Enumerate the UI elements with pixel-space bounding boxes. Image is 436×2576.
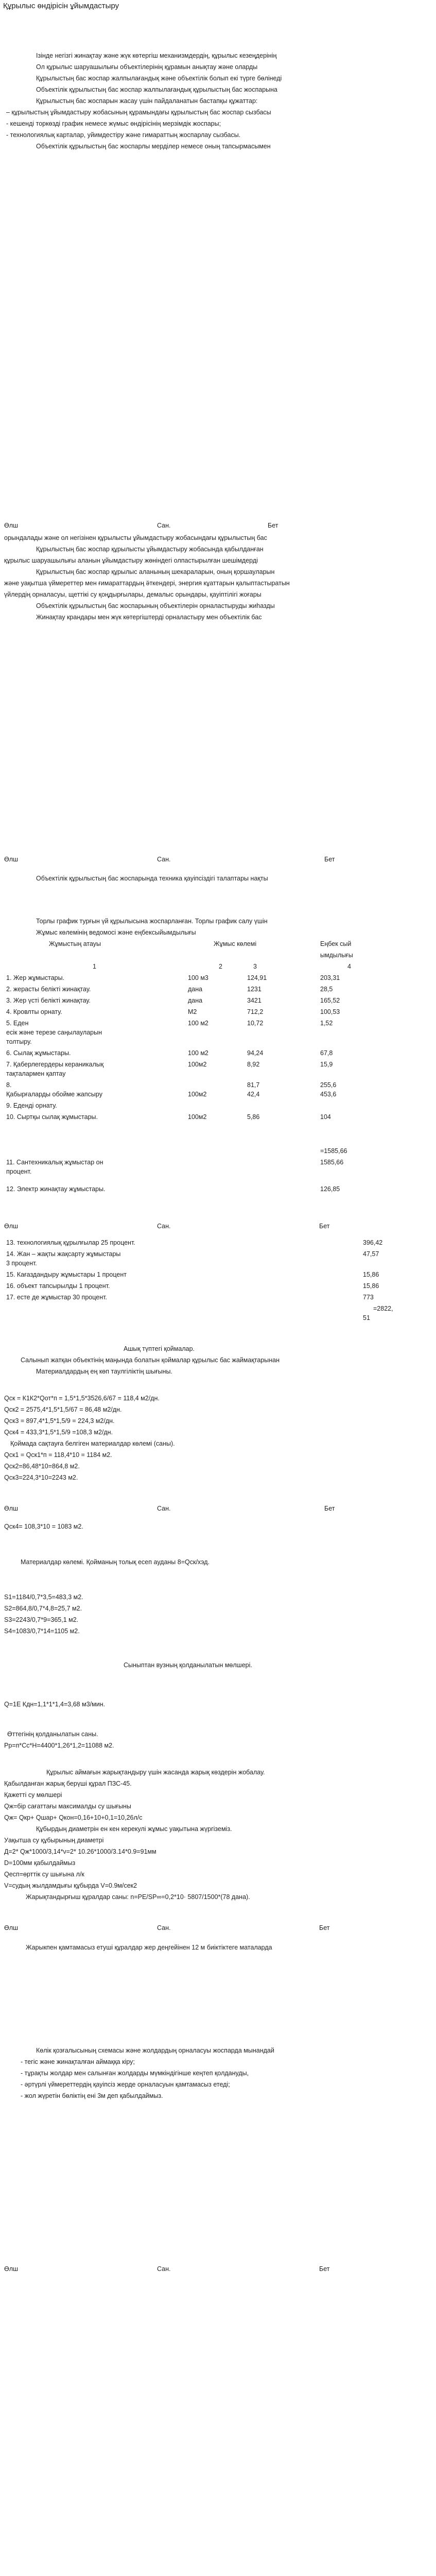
text-line: Торлы график турғын үй құрылысына жоспарланған. Торлы график салу үшін bbox=[36, 918, 268, 925]
text-line: Өлш bbox=[4, 522, 19, 529]
text-line: және уақытша үймереттер мен ғимараттардың ӛткендері, энергия кұаттарын қалыптастыратын bbox=[4, 580, 290, 587]
text-line: Өлш bbox=[4, 1505, 19, 1512]
text-line: 15,86 bbox=[363, 1282, 379, 1290]
text-line: Қабырғаларды обойме жапсыру bbox=[6, 1091, 102, 1098]
text-line: 2. жерасты белікті жинақтау. bbox=[6, 986, 91, 993]
text-line: Бет bbox=[324, 856, 335, 863]
text-line: Ізінде негізгі жинақтау және жүк көтергіш механизмдердің, құрылыс кезеңдерінің bbox=[36, 52, 277, 59]
text-line: V=судың жылдамдығы құбырда V=0.9м/сек2 bbox=[4, 1882, 137, 1889]
text-line: 10,72 bbox=[247, 1020, 264, 1027]
text-line: 8. bbox=[6, 1081, 12, 1089]
text-line: - әртүрлі үймереттердің қауіпсіз жерде орналасуын қамтамасыз етеді; bbox=[21, 2081, 230, 2088]
text-line: Рр=п*Сс*Н=4400*1,26*1,2=11088 м2. bbox=[4, 1742, 114, 1749]
text-line: 17. есте де жұмыстар 30 процент. bbox=[6, 1294, 107, 1301]
text-line: 10. Сыртқы сылақ жұмыстары. bbox=[6, 1113, 98, 1121]
text-line: 100м2 bbox=[188, 1113, 207, 1121]
text-line: Салынып жатқан объектінің маңында болатын қоймалар құрылыс бас жаймақтарынан bbox=[21, 1357, 280, 1364]
text-line: 5,86 bbox=[247, 1113, 260, 1121]
text-line: 7. Қаберлегердеры кераникалық bbox=[6, 1061, 104, 1068]
text-line: Qж= Qкр+ Qшар+ Qкон=0,16+10+0,1=10,26л/с bbox=[4, 1814, 143, 1821]
text-line: Сыныптан вузның қолданылатын мөлшері. bbox=[124, 1662, 252, 1669]
text-line: Qск1 = Qск1*п = 118,4*10 = 1184 м2. bbox=[4, 1451, 112, 1459]
text-line: Өлш bbox=[4, 1924, 19, 1931]
text-line: Q=1Е Кдн=1,1*1*1,4=3,68 м3/мин. bbox=[4, 1701, 106, 1708]
text-line: Qж=бір сағаттағы максималды су шығыны bbox=[4, 1803, 131, 1810]
text-line: 203,31 bbox=[320, 974, 340, 981]
text-line: Құрылыстың бас жоспар құрылысты ұйымдастыру жобасында қабылданған bbox=[36, 546, 264, 553]
text-line: 6. Сылақ жұмыстары. bbox=[6, 1049, 71, 1057]
text-line: - технологиялық карталар, уйимдестіру және гимараттың жоспарлау сызбасы. bbox=[6, 131, 241, 139]
text-line: орындалады және ол негізінен құрылысты ұйымдастыру жобасындағы құрылыстың бас bbox=[4, 534, 267, 541]
text-line: – құрылыстың ұйымдастыру жобасының құрамындағы құрылыстың бас жоспар сызбасы bbox=[6, 109, 271, 116]
text-line: 396,42 bbox=[363, 1239, 383, 1246]
text-line: 42,4 bbox=[247, 1091, 260, 1098]
text-line: 14. Жан – жақты жақсарту жұмыстары bbox=[6, 1250, 121, 1258]
text-line: 2 bbox=[219, 963, 222, 970]
text-line: =1585,66 bbox=[320, 1147, 347, 1155]
text-line: Бет bbox=[319, 1223, 330, 1230]
text-line: 8,92 bbox=[247, 1061, 260, 1068]
text-line: 1. Жер жұмыстары. bbox=[6, 974, 65, 981]
text-line: - жол жүретін бөліктің ені 3м деп қабылдаймыз. bbox=[21, 2092, 163, 2099]
text-line: 255,6 bbox=[320, 1081, 337, 1089]
text-line: дана bbox=[188, 986, 203, 993]
text-line: Құрылыстың бас жоспарын жасау үшін пайдаланатын бастапқы құжаттар: bbox=[36, 97, 258, 105]
text-line: Құрылыстың бас жоспар құрылыс аланының шекараларын, оның қоршауларын bbox=[36, 568, 275, 575]
text-line: Еңбек сый bbox=[320, 940, 352, 947]
page-title: Құрылыс өндірісін ұйымдастыру bbox=[3, 2, 119, 10]
text-line: 4. Кровлты орнату. bbox=[6, 1008, 62, 1015]
text-line: Қабылданған жарық берүші құрал ПЗС-45. bbox=[4, 1780, 132, 1787]
text-line: М2 bbox=[188, 1008, 197, 1015]
text-line: 124,91 bbox=[247, 974, 267, 981]
text-line: процент. bbox=[6, 1168, 32, 1175]
text-line: Бет bbox=[268, 522, 278, 529]
text-line: 100 м2 bbox=[188, 1020, 208, 1027]
text-line: Qск2=86,48*10=864,8 м2. bbox=[4, 1463, 80, 1470]
text-line: тақталармен қаптау bbox=[6, 1070, 66, 1077]
text-line: 28,5 bbox=[320, 986, 333, 993]
text-line: 5. Еден bbox=[6, 1020, 29, 1027]
text-line: 100,53 bbox=[320, 1008, 340, 1015]
text-line: Қоймада сақтауға белгіген материалдар көлемі (саны). bbox=[10, 1440, 175, 1447]
text-line: Бет bbox=[319, 1924, 330, 1931]
text-line: 16. объект тапсырылды 1 процент. bbox=[6, 1282, 110, 1290]
text-line: Qск4= 108,3*10 = 1083 м2. bbox=[4, 1523, 83, 1530]
text-line: құрылыс шаруашылығы аланын ұйымдастыру жөніндегі олпастырылған шешімдерді bbox=[4, 557, 258, 564]
text-line: 51 bbox=[363, 1314, 370, 1321]
text-line: Сан. bbox=[157, 2265, 171, 2273]
text-line: 3 bbox=[253, 963, 257, 970]
text-line: толтыру. bbox=[6, 1038, 32, 1045]
text-line: 3 процент. bbox=[6, 1260, 37, 1267]
text-line: =2822, bbox=[373, 1305, 393, 1312]
text-line: 4 bbox=[347, 963, 351, 970]
text-line: Объектілік құрылыстың бас жоспар жалпылағандық құрылыстың бас жоспарына bbox=[36, 86, 278, 93]
text-line: S1=1184/0,7*3,5=483,3 м2. bbox=[4, 1594, 83, 1601]
text-line: Бет bbox=[324, 1505, 335, 1512]
text-line: Qск4 = 433,3*1,5*1,5/9 =108,3 м2/дн. bbox=[4, 1429, 113, 1436]
text-line: Qск3 = 897,4*1,5*1,5/9 = 224,3 м2/дн. bbox=[4, 1417, 115, 1425]
text-line: есік және терезе саңылауларын bbox=[6, 1029, 102, 1036]
text-line: 3. Жер үсті белікті жинақтау. bbox=[6, 997, 91, 1004]
text-line: Жарыкпен қамтамасыз етушi құралдар жер деңгейiнен 12 м биiктiктеге маталарда bbox=[26, 1944, 272, 1951]
text-line: Объектілік құрылыстың бас жоспарының объектілерін орналастыруды жиһазды bbox=[36, 602, 275, 609]
text-line: Өлш bbox=[4, 1223, 19, 1230]
text-line: 11. Сантехникалық жұмыстар он bbox=[6, 1159, 103, 1166]
text-line: Сан. bbox=[157, 1223, 171, 1230]
text-line: 100м2 bbox=[188, 1091, 207, 1098]
text-line: Сан. bbox=[157, 1924, 171, 1931]
text-line: Сан. bbox=[157, 522, 171, 529]
text-line: - кешенді торкөзді график немесе жүмыс өндірісінің мерзімдік жоспары; bbox=[6, 120, 221, 127]
text-line: үйлердің орналасуы, щеттікі су қоңдырғылары, демалыс орындары, қауіптілігі жоғары bbox=[4, 591, 261, 598]
text-line: S3=2243/0,7*9=365,1 м2. bbox=[4, 1616, 79, 1623]
text-line: Бет bbox=[319, 2265, 330, 2273]
text-line: ымдылығы bbox=[320, 952, 353, 959]
text-line: Жұмыс көлемінің ведомосі және еңбексыйымдылығы bbox=[36, 929, 196, 936]
text-line: Qск = К1К2*Qот*п = 1,5*1,5*3526,6/67 = 118,4 м2/дн. bbox=[4, 1395, 160, 1402]
text-line: Қажетті су мөлшері bbox=[4, 1791, 62, 1799]
text-line: 81,7 bbox=[247, 1081, 260, 1089]
text-line: S4=1083/0,7*14=1105 м2. bbox=[4, 1628, 80, 1635]
text-line: Ашық түптегі қоймалар. bbox=[124, 1345, 195, 1352]
text-line: S2=864,8/0,7*4,8=25,7 м2. bbox=[4, 1605, 82, 1612]
text-line: Д=2* Qж*1000/3,14*ν=2* 10.26*1000/3.14*0.9=91мм bbox=[4, 1848, 156, 1855]
text-line: 100 м2 bbox=[188, 1049, 208, 1057]
text-line: Qск3=224,3*10=2243 м2. bbox=[4, 1474, 78, 1481]
text-line: Өлш bbox=[4, 2265, 19, 2273]
text-line: 1 bbox=[93, 963, 96, 970]
text-line: 126,85 bbox=[320, 1185, 340, 1193]
text-line: 15,9 bbox=[320, 1061, 333, 1068]
text-line: 47,57 bbox=[363, 1250, 379, 1258]
text-line: 100м2 bbox=[188, 1061, 207, 1068]
text-line: - тегіс және жинақталған аймаққа кіру; bbox=[21, 2058, 135, 2065]
text-line: Материалдар көлемі. Қойманың толық есеп ауданы 8=Qск/хэд. bbox=[21, 1558, 210, 1566]
text-line: Жұмыс көлемі bbox=[214, 940, 257, 947]
text-line: 773 bbox=[363, 1294, 374, 1301]
text-line: Ол құрылыс шаруашылығы объектілерінің құрамын анықтау және оларды bbox=[36, 63, 258, 71]
text-line: 15. Кағаздандыру жұмыстары 1 процент bbox=[6, 1271, 127, 1278]
text-line: Көлік қозғалысының схемасы және жолдардың орналасуы жоспарда мынандай bbox=[36, 2047, 274, 2054]
text-line: Материалдардың ең көп таулгіліктің шығыны. bbox=[36, 1368, 172, 1375]
text-line: Объектілік құрылыстың бас жоспарында техника қауіпсіздігі талаптары нақты bbox=[36, 875, 268, 882]
text-line: 1231 bbox=[247, 986, 261, 993]
text-line: 12. Электр жинақтау жұмыстары. bbox=[6, 1185, 106, 1193]
text-line: 1585,66 bbox=[320, 1159, 344, 1166]
text-line: 3421 bbox=[247, 997, 261, 1004]
text-line: Уақытша су құбырының диаметрі bbox=[4, 1837, 104, 1844]
text-line: Құрылыстың бас жоспар жалпылағандық және объектілік болып екі түрге бөлінеді bbox=[36, 75, 282, 82]
text-line: Жұмыстың атауы bbox=[49, 940, 101, 947]
text-line: - тұрақты жолдар мен салынған жолдарды мүмкіндігінше кеңтеп қолдануды, bbox=[21, 2070, 249, 2077]
text-line: 100 м3 bbox=[188, 974, 208, 981]
text-line: 67,8 bbox=[320, 1049, 333, 1057]
text-line: 9. Еденді орнату. bbox=[6, 1102, 57, 1109]
text-line: 712,2 bbox=[247, 1008, 264, 1015]
text-line: 13. технологиялық құрылғылар 25 процент. bbox=[6, 1239, 135, 1246]
text-line: 165,52 bbox=[320, 997, 340, 1004]
text-line: Жарықтандырғыш құралдар саны: n=PE/SP∞=0,2*10· 5807/1500*(78 дана). bbox=[26, 1893, 250, 1901]
text-line: Құрылыс аймағын жарықтандыру үшін жасанда жарық көздерін жобалау. bbox=[46, 1769, 265, 1776]
text-line: Объектілік құрылыстың бас жоспарлы мерділер немесе оның тапсырмасымен bbox=[36, 143, 271, 150]
text-line: 15,86 bbox=[363, 1271, 379, 1278]
text-line: D=100мм қабылдаймыз bbox=[4, 1859, 76, 1867]
text-line: 453,6 bbox=[320, 1091, 337, 1098]
text-line: 94,24 bbox=[247, 1049, 264, 1057]
text-line: Жинақтау крандары мен жүк көтергіштерді орналастыру мен объектілік бас bbox=[36, 614, 262, 621]
text-line: Qск2 = 2575,4*1,5*1,5/67 = 86,48 м2/дн. bbox=[4, 1406, 122, 1413]
text-line: Өлш bbox=[4, 856, 19, 863]
text-line: 104 bbox=[320, 1113, 331, 1121]
text-line: Сан. bbox=[157, 1505, 171, 1512]
text-line: 1,52 bbox=[320, 1020, 333, 1027]
text-line: Өттегінің қолданылатын саны. bbox=[7, 1731, 98, 1738]
text-line: Құбырдың диаметрін ен кен керекулі жұмыс уақытына жүргіземіз. bbox=[36, 1825, 232, 1833]
text-line: Qесп=өрттік су шығына л/к bbox=[4, 1871, 84, 1878]
text-line: Сан. bbox=[157, 856, 171, 863]
text-line: дана bbox=[188, 997, 203, 1004]
